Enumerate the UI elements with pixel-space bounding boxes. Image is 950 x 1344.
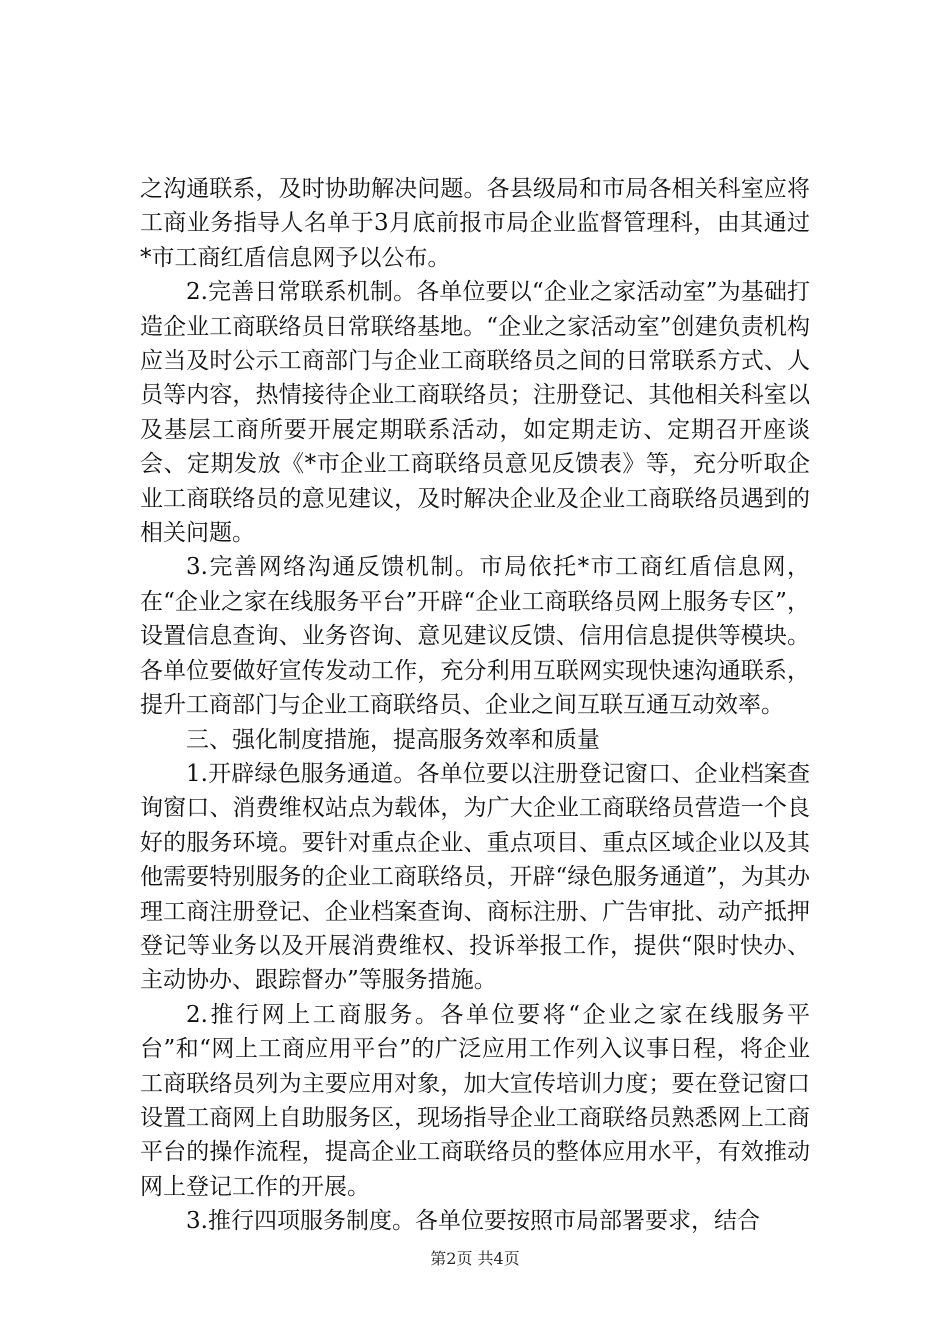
document-body [140, 172, 810, 1239]
section-heading-three: 三、强化制度措施，提高服务效率和质量 [186, 726, 600, 753]
paragraph-continuation: 之沟通联系，及时协助解决问题。各县级局和市局各相关科室应将工商业务指导人名单于3月底前报市局企业监督管理科，由其通过*市工商红盾信息网予以公布。 [140, 176, 810, 271]
paragraph-daily-contact: 2.完善日常联系机制。各单位要以“企业之家活动室”为基础打造企业工商联络员日常联络基地。“企业之家活动室”创建负责机构应当及时公示工商部门与企业工商联络员之间的日常联系方式、人员等内容，热情接待企业工商联络员；注册登记、其他相关科室以及基层工商所要开展定期联系活动，如定期走访、定期召开座谈会、定期发放《*市企业工商联络员意见反馈表》等，充分听取企业工商联络员的意见建议，及时解决企业及企业工商联络员遇到的相关问题。 [140, 279, 810, 547]
paragraph-green-channel: 1.开辟绿色服务通道。各单位要以注册登记窗口、企业档案查询窗口、消费维权站点为载体，为广大企业工商联络员营造一个良好的服务环境。要针对重点企业、重点项目、重点区域企业以及其他需要特别服务的企业工商联络员，开辟“绿色服务通道”，为其办理工商注册登记、企业档案查询、商标注册、广告审批、动产抵押登记等业务以及开展消费维权、投诉举报工作，提供“限时快办、主动协办、跟踪督办”等服务措施。 [140, 760, 810, 994]
page-number-footer: 第2页 共4页 [430, 1249, 520, 1268]
paragraph-four-systems: 3.推行四项服务制度。各单位要按照市局部署要求，结合 [186, 1208, 760, 1235]
paragraph-network-feedback: 3.完善网络沟通反馈机制。市局依托*市工商红盾信息网，在“企业之家在线服务平台”开辟“企业工商联络员网上服务专区”，设置信息查询、业务咨询、意见建议反馈、信用信息提供等模块。各单位要做好宣传发动工作，充分利用互联网实现快速沟通联系，提升工商部门与企业工商联络员、企业之间互联互通互动效率。 [140, 554, 810, 719]
paragraph-online-service: 2.推行网上工商服务。各单位要将“企业之家在线服务平台”和“网上工商应用平台”的广泛应用工作列入议事日程，将企业工商联络员列为主要应用对象，加大宣传培训力度；要在登记窗口设置工商网上自助服务区，现场指导企业工商联络员熟悉网上工商平台的操作流程，提高企业工商联络员的整体应用水平，有效推动网上登记工作的开展。 [140, 1001, 810, 1200]
